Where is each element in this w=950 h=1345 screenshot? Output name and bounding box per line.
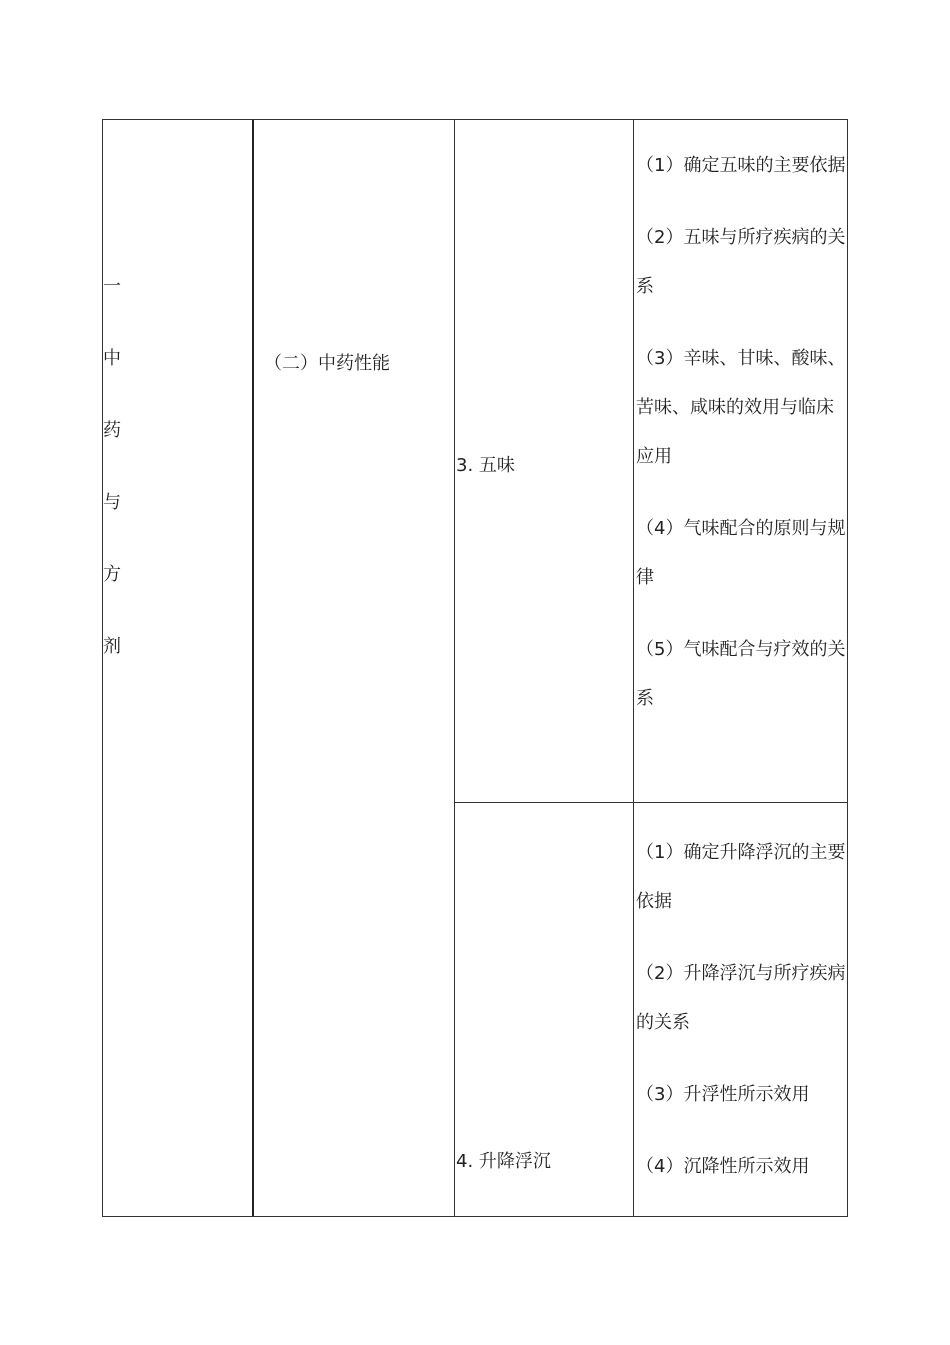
- list-item: （3）升浮性所示效用: [636, 1084, 810, 1105]
- level1-char: 一: [103, 276, 121, 297]
- level1-char: 方: [103, 564, 121, 585]
- items-cell: [634, 120, 847, 1216]
- outline-table: [102, 119, 848, 1217]
- topic-items-list: [636, 141, 848, 746]
- level1-char: 中: [103, 348, 121, 369]
- row-divider: [455, 802, 847, 803]
- list-item: （3）辛味、甘味、酸味、苦味、咸味的效用与临床应用: [636, 348, 846, 467]
- list-item: （2）升降浮沉与所疗疾病的关系: [636, 963, 846, 1033]
- list-item: （5）气味配合与疗效的关系: [636, 639, 846, 709]
- list-item: （1）确定升降浮沉的主要依据: [636, 842, 846, 912]
- topic-items-list: [636, 828, 848, 1214]
- level1-vertical-title: [103, 275, 123, 707]
- list-item: （4）沉降性所示效用: [636, 1156, 810, 1177]
- level1-char: 药: [103, 420, 121, 441]
- level1-char: 剂: [103, 636, 121, 657]
- topic-cell: [455, 120, 634, 1216]
- list-item: （1）确定五味的主要依据: [636, 155, 846, 176]
- level2-cell: [254, 120, 455, 1216]
- topic-label: 4. 升降浮沉: [456, 1151, 551, 1172]
- list-item: （2）五味与所疗疾病的关系: [636, 227, 846, 297]
- level1-cell: [103, 120, 254, 1216]
- list-item: （4）气味配合的原则与规律: [636, 518, 846, 588]
- level1-char: 与: [103, 492, 121, 513]
- topic-label: 3. 五味: [456, 455, 515, 476]
- section-label: （二）中药性能: [264, 353, 390, 374]
